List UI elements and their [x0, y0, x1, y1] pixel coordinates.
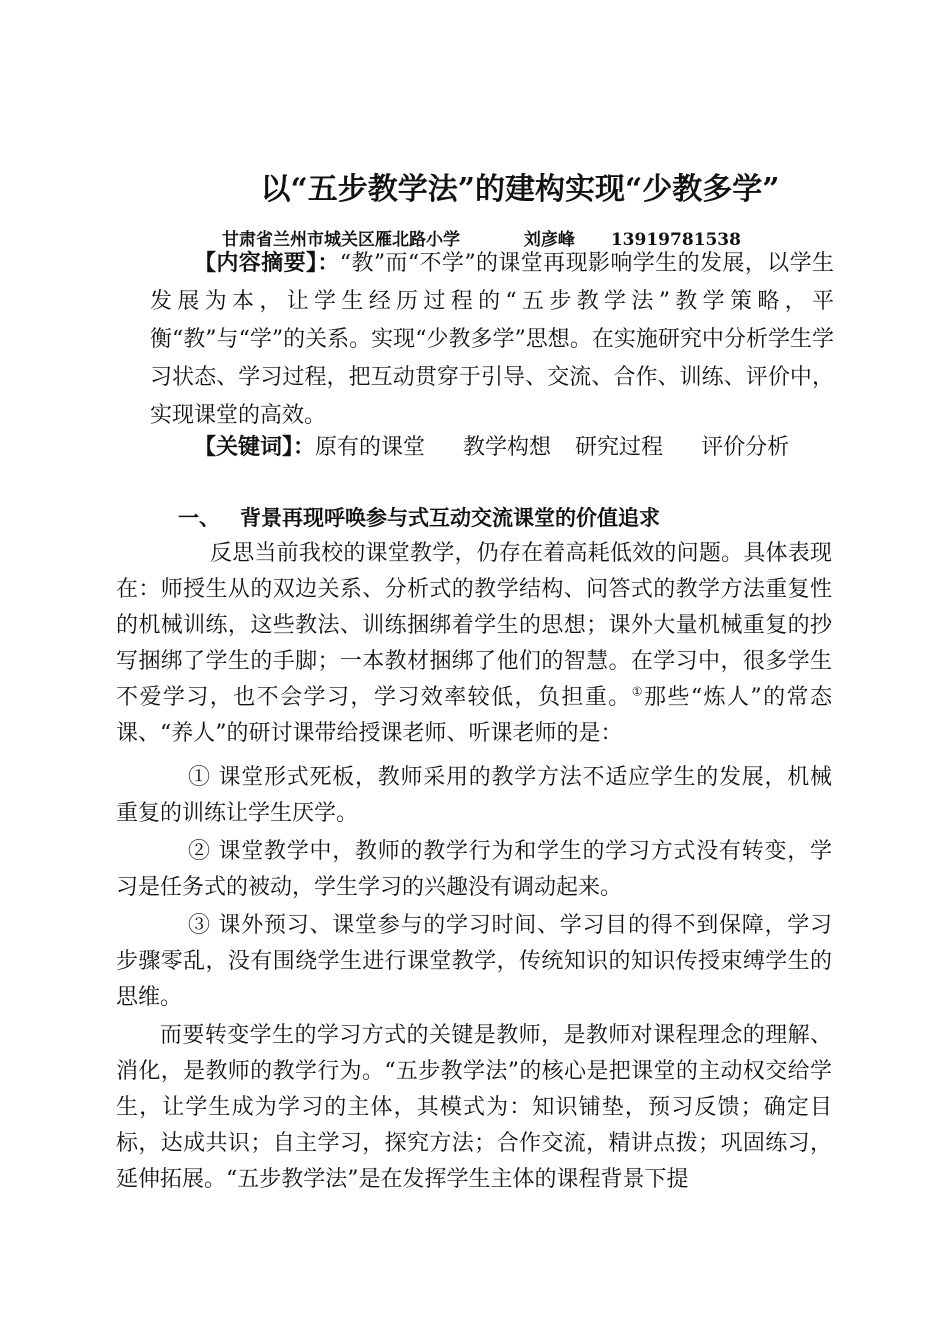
author-phone: 13919781538	[610, 230, 741, 250]
keywords-line	[194, 428, 789, 467]
footnote-mark: ①	[631, 684, 644, 699]
section-title: 背景再现呼唤参与式互动交流课堂的价值追求	[240, 505, 660, 530]
abstract-label: 【内容摘要】：	[194, 250, 340, 276]
keyword-item: 教学构想	[463, 435, 552, 460]
document-title: 以“五步教学法”的建构实现“少教多学”	[260, 172, 780, 207]
paragraph-text: 那些“炼人”的常态课、“养人”的研讨课带给授课老师、听课老师的是：	[116, 685, 832, 746]
body-paragraph: 而要转变学生的学习方式的关键是教师，是教师对课程理念的理解、消化，是教师的教学行为。“五步教学法”的核心是把课堂的主动权交给学生，让学生成为学习的主体，其模式为：知识铺垫，预习反馈；确定目标，达成共识；自主学习，探究方法；合作交流，精讲点拨；巩固练习，延伸拓展。“五步教学法”是在发挥学生主体的课程背景下提	[116, 1023, 832, 1192]
paragraph-text: 反思当前我校的课堂教学，仍存在着高耗低效的问题。具体表现在：师授生从的双边关系、分析式的教学结构、问答式的教学方法重复性的机械训练，这些教法、训练捆绑着学生的思想；课外大量机械重复的抄写捆绑了学生的手脚；一本教材捆绑了他们的智慧。在学习中，很多学生不爱学习，也不会学习，学习效率较低，负担重。	[116, 541, 832, 710]
abstract-text: “教”而“不学”的课堂再现影响学生的发展，以学生发展为本，让学生经历过程的“五步教学法”教学策略，平衡“教”与“学”的关系。实现“少教多学”思想。在实施研究中分析学生学习状态、学习过程，把互动贯穿于引导、交流、合作、训练、评价中，实现课堂的高效。	[150, 251, 834, 428]
list-item: ② 课堂教学中，教师的教学行为和学生的学习方式没有转变，学习是任务式的被动，学生学习的兴趣没有调动起来。	[116, 839, 832, 900]
author-name: 刘彦峰	[523, 230, 575, 250]
abstract-paragraph	[150, 244, 834, 435]
author-school: 甘肃省兰州市城关区雁北路小学	[222, 230, 460, 250]
section-number: 一、	[178, 505, 220, 530]
body-paragraph	[116, 536, 832, 752]
list-item: ① 课堂形式死板，教师采用的教学方法不适应学生的发展，机械重复的训练让学生厌学。	[116, 765, 832, 826]
keyword-item: 评价分析	[701, 435, 790, 460]
section-heading	[178, 502, 660, 532]
list-item: ③ 课外预习、课堂参与的学习时间、学习目的得不到保障，学习步骤零乱，没有围绕学生进行课堂教学，传统知识的知识传授束缚学生的思维。	[116, 913, 832, 1010]
keyword-item: 原有的课堂	[315, 435, 426, 460]
keyword-item: 研究过程	[575, 435, 664, 460]
keywords-label: 【关键词】：	[194, 434, 316, 460]
